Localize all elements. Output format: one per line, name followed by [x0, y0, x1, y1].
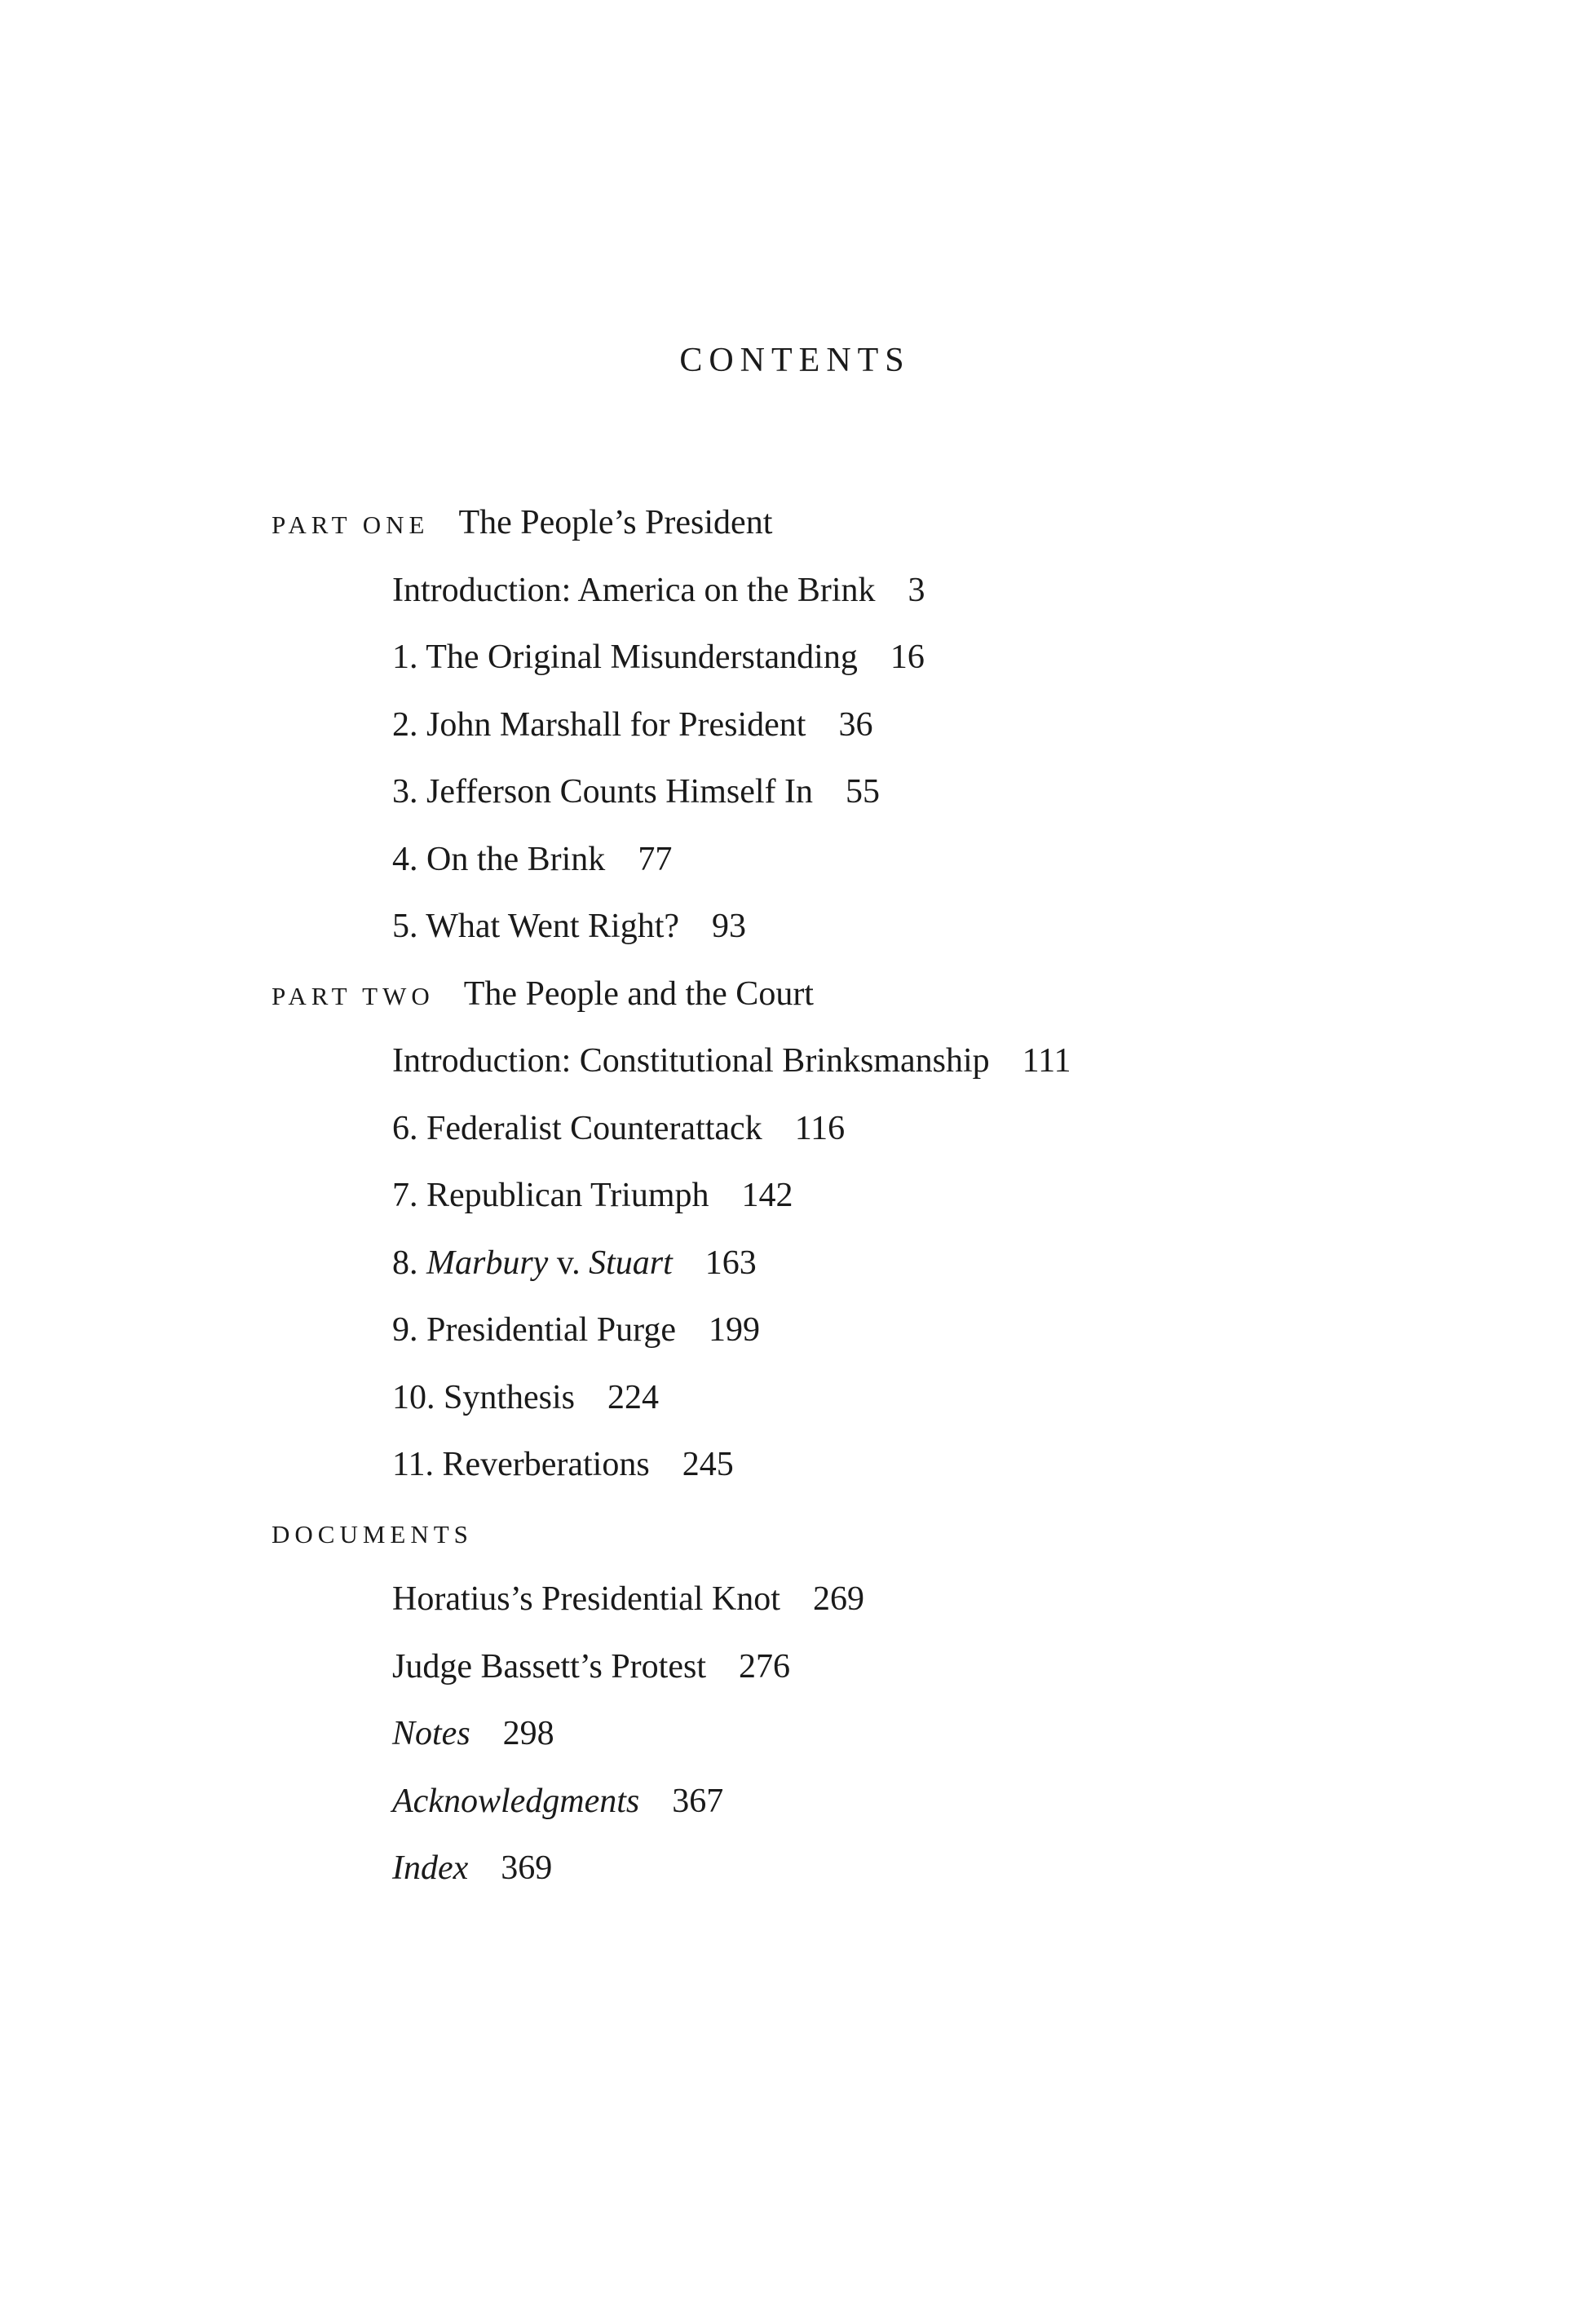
- toc-entry: [0, 758, 1590, 826]
- toc-entry: [0, 1162, 1590, 1230]
- entry-title: 5. What Went Right?: [392, 908, 680, 945]
- entry-title: Horatius’s Presidential Knot: [392, 1580, 780, 1618]
- entry-page-number: 142: [741, 1177, 793, 1214]
- entry-title-italic: Stuart: [589, 1244, 673, 1282]
- entry-title: Introduction: Constitutional Brinksmanship: [392, 1042, 990, 1080]
- entry-title: 3. Jefferson Counts Himself In: [392, 773, 813, 811]
- entry-page-number: 116: [794, 1109, 846, 1147]
- toc-entry: [0, 826, 1590, 894]
- toc-entry: [0, 1297, 1590, 1364]
- entry-title: Index: [392, 1849, 469, 1887]
- part-two-label: PART TWO: [272, 981, 435, 1010]
- entry-page-number: 224: [607, 1378, 660, 1416]
- part-one-heading: [0, 489, 1590, 557]
- entry-page-number: 36: [838, 705, 873, 744]
- entry-page-number: 276: [739, 1647, 790, 1686]
- entry-title: 6. Federalist Counterattack: [392, 1109, 762, 1147]
- entry-title: Judge Bassett’s Protest: [392, 1647, 706, 1686]
- entry-title-roman: v.: [556, 1244, 581, 1282]
- toc-entry: [0, 624, 1590, 691]
- toc-entry: [0, 557, 1590, 625]
- entry-title: Acknowledgments: [392, 1782, 640, 1820]
- entry-page-number: 163: [704, 1244, 757, 1282]
- documents-label: DOCUMENTS: [272, 1519, 473, 1549]
- documents-heading: [0, 1499, 1590, 1566]
- entry-title: 1. The Original Misunderstanding: [392, 638, 858, 676]
- entry-title: Notes: [392, 1715, 470, 1752]
- part-one-label: PART ONE: [272, 510, 430, 539]
- toc-entry: [0, 1431, 1590, 1499]
- entry-title-italic: Marbury: [426, 1244, 549, 1282]
- entry-number: 8.: [392, 1244, 418, 1282]
- page-title: CONTENTS: [679, 342, 911, 379]
- entry-page-number: 369: [501, 1849, 553, 1887]
- toc-entry: [0, 691, 1590, 759]
- entry-title: 10. Synthesis: [392, 1378, 576, 1416]
- entry-page-number: 3: [908, 571, 925, 609]
- entry-page-number: 298: [502, 1715, 554, 1752]
- entry-page-number: 16: [890, 638, 925, 676]
- part-two-title: The People and the Court: [463, 974, 814, 1013]
- entry-title: 9. Presidential Purge: [392, 1311, 677, 1349]
- toc-entry: [0, 1364, 1590, 1432]
- entry-page-number: 93: [712, 908, 747, 945]
- entry-title: Introduction: America on the Brink: [392, 571, 876, 609]
- entry-page-number: 367: [672, 1782, 724, 1820]
- toc-entry: [0, 1095, 1590, 1163]
- entry-page-number: 269: [812, 1580, 864, 1618]
- entry-page-number: 111: [1022, 1042, 1071, 1080]
- toc-entry-acknowledgments: [0, 1768, 1590, 1836]
- toc-entry: [0, 1027, 1590, 1095]
- table-of-contents: [0, 489, 1590, 1902]
- part-one-title: The People’s President: [458, 504, 773, 541]
- entry-title: 7. Republican Triumph: [392, 1177, 709, 1214]
- toc-entry: [0, 1566, 1590, 1633]
- entry-page-number: 245: [682, 1446, 734, 1483]
- entry-page-number: 55: [846, 773, 880, 811]
- part-two-heading: [0, 961, 1590, 1028]
- toc-entry-notes: [0, 1700, 1590, 1768]
- entry-title: 2. John Marshall for President: [392, 705, 806, 744]
- entry-title: 4. On the Brink: [392, 840, 606, 878]
- entry-page-number: 77: [638, 840, 673, 878]
- toc-entry-marbury: [0, 1230, 1590, 1297]
- toc-entry-index: [0, 1835, 1590, 1902]
- entry-title: 11. Reverberations: [392, 1446, 650, 1483]
- entry-page-number: 199: [709, 1311, 761, 1349]
- toc-entry: [0, 893, 1590, 961]
- toc-entry: [0, 1633, 1590, 1701]
